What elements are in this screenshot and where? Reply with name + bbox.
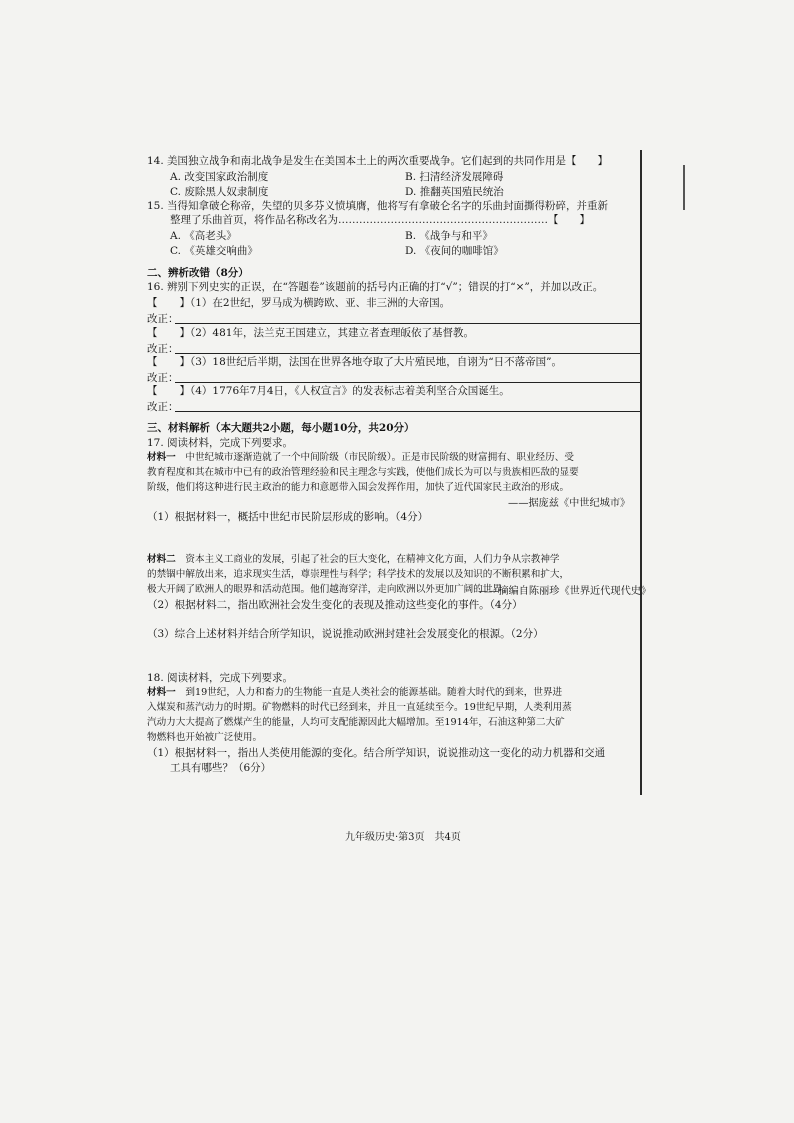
answer-line-2[interactable] (175, 353, 640, 354)
q15-option-d: D. 《夜间的咖啡馆》 (405, 245, 504, 257)
q17-stem: 17. 阅读材料，完成下列要求。 (147, 437, 294, 449)
material-3-line-1: 材料一 到19世纪，人力和畜力的生物能一直是人类社会的能源基础。随着大时代的到来，世界进 (147, 687, 563, 698)
material-3-label: 材料一 (147, 687, 176, 698)
q16-item-1 (147, 296, 450, 310)
q14-option-d: D. 推翻英国殖民统治 (405, 186, 504, 198)
q14-stem: 14. 美国独立战争和南北战争是发生在美国本土上的两次重要战争。它们起到的共同作用是【 】 (147, 155, 609, 167)
bracket-close: 】 (179, 385, 190, 397)
q17-1: （1）根据材料一，概括中世纪市民阶层形成的影响。（4分） (147, 511, 429, 523)
q16-item-4-text: （4）1776年7月4日，《人权宣言》的发表标志着美利坚合众国诞生。 (190, 385, 510, 397)
q18-stem: 18. 阅读材料，完成下列要求。 (147, 672, 294, 684)
material-1-source: ——据庞兹《中世纪城市》 (508, 498, 631, 509)
q15-option-a: A. 《高老头》 (170, 230, 237, 242)
q16-stem: 16. 辨别下列史实的正误，在“答题卷”该题前的括号内正确的打“√”；错误的打“×”，并加以改正。 (147, 281, 604, 293)
bracket-open: 【 (147, 297, 158, 309)
bracket-close: 】 (179, 297, 190, 309)
bracket-close: 】 (179, 327, 190, 339)
q16-item-2-text: （2）481年，法兰克王国建立，其建立者查理皈依了基督教。 (190, 327, 474, 339)
bracket-open: 【 (147, 356, 158, 368)
material-2-label: 材料二 (147, 554, 176, 565)
answer-line-1[interactable] (175, 323, 640, 324)
material-2-source: ——摘编自陈丽珍《世界近代现代史》 (478, 586, 652, 597)
q16-item-4 (147, 384, 510, 398)
fix-label-2: 改正： (147, 343, 179, 355)
bracket-open: 【 (147, 385, 158, 397)
material-1-line-2: 教育程度和其在城市中已有的政治管理经验和民主理念与实践，使他们成长为可以与贵族相匹敌的显要 (147, 467, 579, 478)
q16-item-1-text: （1）在2世纪，罗马成为横跨欧、亚、非三洲的大帝国。 (190, 297, 451, 309)
material-2-line-1: 材料二 资本主义工商业的发展，引起了社会的巨大变化，在精神文化方面，人们力争从宗教神学 (147, 554, 560, 565)
q14-option-a: A. 改变国家政治制度 (170, 171, 269, 183)
material-1-line-1: 材料一 中世纪城市逐渐造就了一个中间阶级（市民阶级）。正是市民阶级的财富拥有、职业经历、受 (147, 452, 574, 463)
section3-title: 三、材料解析（本大题共2小题，每小题10分，共20分） (147, 422, 415, 434)
fix-label-1: 改正： (147, 313, 179, 325)
fix-label-3: 改正： (147, 372, 179, 384)
material-3-line-4: 物燃料也开始被广泛使用。 (147, 732, 263, 743)
page-footer: 九年级历史·第3页 共4页 (345, 832, 461, 843)
q17-2: （2）根据材料二，指出欧洲社会发生变化的表现及推动这些变化的事件。（4分） (147, 599, 523, 611)
bracket-close: 】 (179, 356, 190, 368)
q14-option-c: C. 废除黑人奴隶制度 (170, 186, 269, 198)
answer-line-3[interactable] (175, 382, 640, 383)
q17-3: （3）综合上述材料并结合所学知识，说说推动欧洲封建社会发展变化的根源。（2分） (147, 628, 544, 640)
margin-rule (640, 150, 642, 795)
answer-line-4[interactable] (175, 411, 640, 412)
fix-label-4: 改正： (147, 401, 179, 413)
q18-1-line-1: （1）根据材料一，指出人类使用能源的变化。结合所学知识，说说推动这一变化的动力机器和交通 (147, 747, 606, 759)
q16-item-3-text: （3）18世纪后半期，法国在世界各地夺取了大片殖民地，自诩为“日不落帝国”。 (190, 356, 563, 368)
q15-stem-2: 整理了乐曲首页，将作品名称改名为……………………………………………………【 】 (170, 214, 590, 226)
material-3-line-3: 汽动力大大提高了燃煤产生的能量，人均可支配能源因此大幅增加。至1914年，石油这种第二大矿 (147, 717, 565, 728)
q15-option-c: C. 《英雄交响曲》 (170, 245, 258, 257)
margin-mark (683, 165, 685, 210)
section2-title: 二、辨析改错（8分） (147, 267, 249, 279)
q15-option-b: B. 《战争与和平》 (405, 230, 493, 242)
q14-option-b: B. 扫清经济发展障碍 (405, 171, 504, 183)
q16-item-2 (147, 326, 474, 340)
bracket-open: 【 (147, 327, 158, 339)
material-1-line-3: 阶级，他们将这种进行民主政治的能力和意愿带入国会发挥作用，加快了近代国家民主政治的形成。 (147, 482, 570, 493)
q15-stem-1: 15. 当得知拿破仑称帝，失望的贝多芬义愤填膺，他将写有拿破仑名字的乐曲封面撕得粉碎，并重新 (147, 200, 609, 212)
q18-1-line-2: 工具有哪些？（6分） (170, 762, 272, 774)
material-3-line-2: 入煤炭和蒸汽动力的时期。矿物燃料的时代已经到来，并且一直延续至今。19世纪早期，人类利用蒸 (147, 702, 572, 713)
material-1-label: 材料一 (147, 452, 176, 463)
material-2-line-2: 的禁锢中解放出来，追求现实生活，尊崇理性与科学；科学技术的发展以及知识的不断积累和扩大， (147, 569, 570, 580)
q16-item-3 (147, 355, 562, 369)
material-2-line-3: 极大开阔了欧洲人的眼界和活动范围。他们越海穿洋，走向欧洲以外更加广阔的世界。 (147, 584, 512, 595)
